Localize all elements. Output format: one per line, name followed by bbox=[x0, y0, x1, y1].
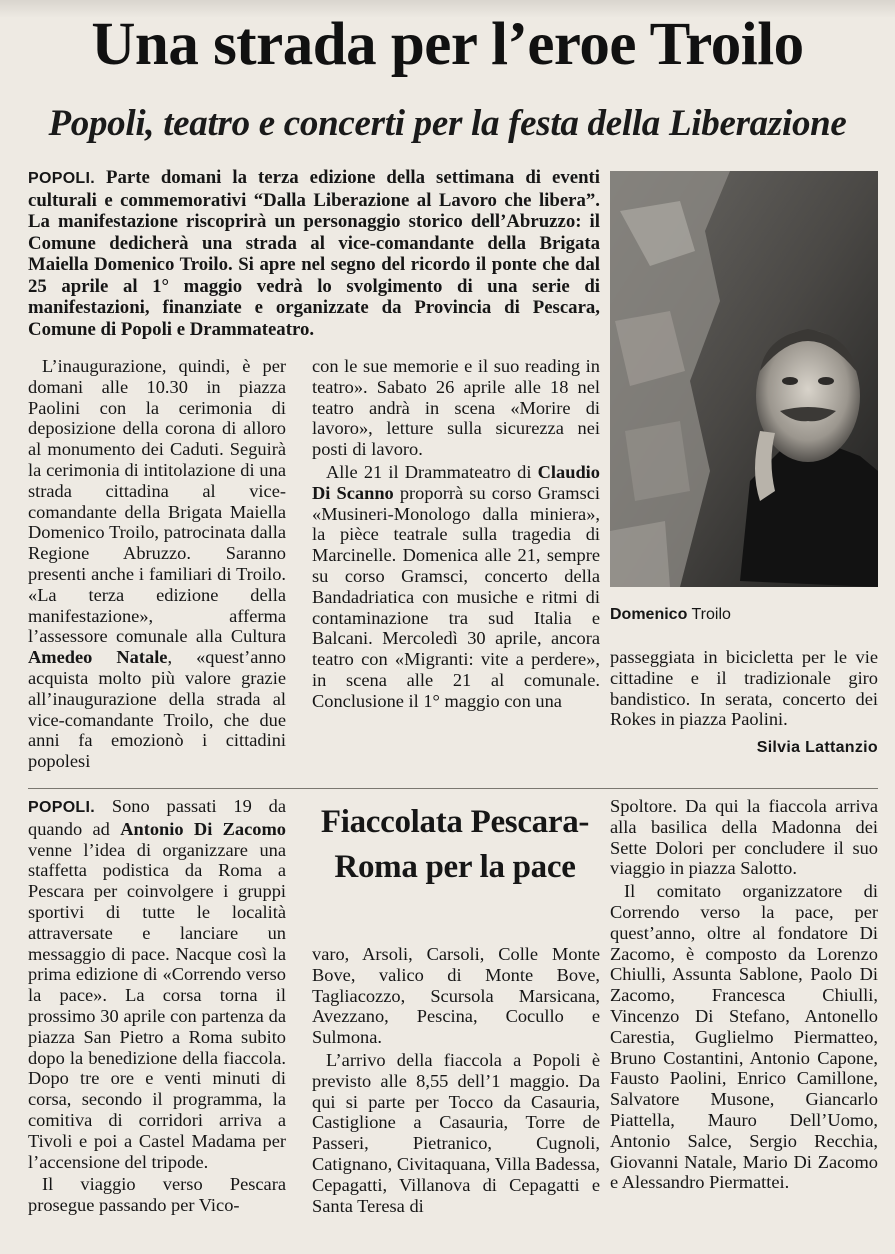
lead-paragraph bbox=[28, 167, 600, 340]
headline: Una strada per l’eroe Troilo bbox=[91, 11, 804, 78]
lead-text: Parte domani la terza edizione della settimana di eventi culturali e commemorativi “Dalla Liberazione al Lavoro che libera”. La manifestazione riscoprirà un personaggio storico dell’Abruzzo: il Comune dedicherà una strada al vice-comandante della Brigata Maiella Domenico Troilo. Si apre nel segno del ricordo il ponte che dal 25 aprile al 1° maggio vedrà lo svolgimento di una serie di manifestazioni, finanziate e organizzate da Provincia di Pescara, Comune di Popoli e Drammateatro. bbox=[28, 167, 600, 340]
person-name: Claudio Di Scanno bbox=[312, 461, 600, 503]
article-text: , «quest’anno acquista molto più valore grazie all’inaugurazione della strada al vice-comandante Troilo, che due anni fa emozionò i cittadini popolesi bbox=[28, 647, 286, 772]
subheadline: Popoli, teatro e concerti per la festa della Liberazione bbox=[48, 103, 847, 144]
article-paragraph bbox=[312, 462, 600, 712]
article-text: proporrà su corso Gramsci «Musineri-Monologo dalla miniera», la pièce teatrale sulla tragedia di Marcinelle. Domenica alle 21, sempre su corso Gramsci, concerto della Bandadriatica con musiche e ritmi di contaminazione tra sud Italia e Balcani. Mercoledì 30 aprile, ancora teatro con «Migranti: vite a perdere», in scena alle 21 al comunale. Conclusione il 1° maggio con una bbox=[312, 482, 600, 711]
byline: Silvia Lattanzio bbox=[756, 739, 878, 757]
sidebar-text: Sono passati 19 da quando ad bbox=[28, 796, 286, 839]
dateline: POPOLI. bbox=[28, 170, 95, 187]
caption-first-name: Domenico bbox=[610, 606, 688, 623]
sidebar-paragraph: Spoltore. Da qui la fiaccola arriva alla basilica della Madonna dei Sette Dolori per concludere il suo viaggio in piazza Salotto. bbox=[610, 796, 878, 879]
sidebar-paragraph: Il comitato organizzatore di Correndo verso la pace, per quest’anno, oltre al fondatore Di Zacomo, è composto da Lorenzo Chiulli, Assunta Sablone, Paolo Di Zacomo, Francesca Chiulli, Vincenzo Di Stefano, Antonello Carestia, Guglielmo Piermatteo, Bruno Costantini, Antonio Capone, Fausto Paolini, Enrico Camillone, Salvatore Musone, Giancarlo Piattella, Mauro Dell’Uomo, Antonio Salce, Sergio Recchia, Giovanni Natale, Mario Di Zacomo e Alessandro Piermattei. bbox=[610, 881, 878, 1193]
article-column-2 bbox=[312, 356, 600, 712]
sidebar-column-2 bbox=[312, 944, 600, 1216]
article-paragraph: con le sue memorie e il suo reading in teatro». Sabato 26 aprile alle 18 nel teatro andrà in scena «Morire di lavoro», letture sulla sicurezza nei posti di lavoro. bbox=[312, 356, 600, 460]
portrait-image bbox=[610, 171, 878, 587]
article-text: Alle 21 il Drammateatro di bbox=[326, 461, 538, 482]
sidebar-paragraph: Il viaggio verso Pescara prosegue passando per Vico- bbox=[28, 1174, 286, 1216]
article-paragraph bbox=[28, 356, 286, 772]
article-paragraph: passeggiata in bicicletta per le vie cittadine e il tradizionale giro bandistico. In serata, concerto dei Rokes in piazza Paolini. bbox=[610, 647, 878, 730]
sidebar-title: Fiaccolata Pescara-Roma per la pace bbox=[320, 804, 590, 885]
sidebar-column-3 bbox=[610, 796, 878, 1193]
photo-caption bbox=[610, 605, 731, 625]
article-column-3 bbox=[610, 647, 878, 759]
portrait-photo bbox=[610, 171, 878, 587]
article-column-1 bbox=[28, 356, 286, 772]
person-name: Amedeo Natale bbox=[28, 647, 168, 668]
sidebar-paragraph: varo, Arsoli, Carsoli, Colle Monte Bove, valico di Monte Bove, Tagliacozzo, Scursola Marsicana, Avezzano, Pescina, Cocullo e Sulmona. bbox=[312, 944, 600, 1048]
article-text: L’inaugurazione, quindi, è per domani alle 10.30 in piazza Paolini con la cerimonia di deposizione della corona di alloro al monumento dei Caduti. Seguirà la cerimonia di intitolazione di una strada cittadina al vice-comandante della Brigata Maiella Domenico Troilo, patrocinata dalla Regione Abruzzo. Saranno presenti anche i familiari di Troilo. «La terza edizione della manifestazione», afferma l’assessore comunale alla Cultura bbox=[28, 356, 286, 647]
section-divider bbox=[28, 788, 878, 789]
person-name: Antonio Di Zacomo bbox=[120, 818, 286, 839]
sidebar-text: venne l’idea di organizzare una staffetta podistica da Roma a Pescara per coinvolgere i gruppi sportivi di tutte le località attraversate e lanciare un messaggio di pace. Nacque così la prima edizione di «Correndo verso la pace». La corsa torna il prossimo 30 aprile con partenza da piazza San Pietro a Roma subito dopo la benedizione della fiaccola. Dopo tre ore e venti minuti di corsa, secondo il programma, la comitiva di corridori arriva a Tivoli e poi a Castel Madama per l’accensione del tripode. bbox=[28, 839, 286, 1172]
sidebar-paragraph bbox=[28, 796, 286, 1172]
caption-last-name: Troilo bbox=[687, 606, 731, 623]
sidebar-column-1 bbox=[28, 796, 286, 1216]
sidebar-paragraph: L’arrivo della fiaccola a Popoli è previsto alle 8,55 dell’1 maggio. Da qui si parte per Tocco da Casauria, Castiglione a Casauria, Torre de Passeri, Pietranico, Cugnoli, Catignano, Civitaquana, Villa Badessa, Cepagatti, Villanova di Cepagatti e Santa Teresa di bbox=[312, 1049, 600, 1216]
dateline: POPOLI. bbox=[28, 799, 95, 816]
